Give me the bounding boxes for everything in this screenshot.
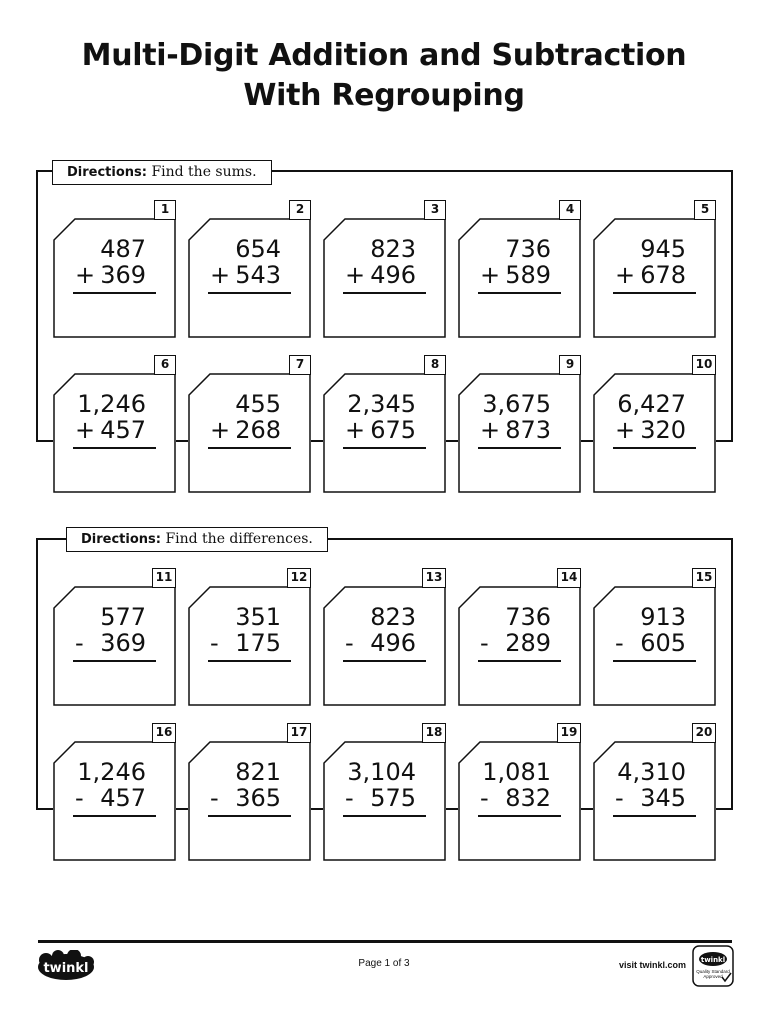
operator-sign: + bbox=[480, 261, 501, 289]
directions-text: Find the differences. bbox=[165, 531, 313, 547]
top-number: 1,081 bbox=[482, 758, 551, 786]
top-number: 945 bbox=[640, 235, 686, 263]
problem-card bbox=[53, 570, 176, 706]
answer-line bbox=[478, 292, 561, 294]
question-number: 5 bbox=[694, 200, 716, 220]
top-number: 3,675 bbox=[482, 390, 551, 418]
top-number: 455 bbox=[235, 390, 281, 418]
bottom-number: 289 bbox=[505, 629, 551, 657]
operator-sign: - bbox=[345, 629, 354, 657]
question-number: 18 bbox=[422, 723, 446, 743]
directions-text: Find the sums. bbox=[151, 164, 257, 180]
operator-sign: - bbox=[75, 784, 84, 812]
question-number: 2 bbox=[289, 200, 311, 220]
visit-link[interactable]: visit twinkl.com bbox=[618, 960, 686, 970]
top-number: 823 bbox=[370, 603, 416, 631]
answer-line bbox=[208, 815, 291, 817]
problem-card bbox=[458, 357, 581, 493]
bottom-number: 320 bbox=[640, 416, 686, 444]
question-number: 14 bbox=[557, 568, 581, 588]
problem-card bbox=[323, 357, 446, 493]
question-number: 9 bbox=[559, 355, 581, 375]
answer-line bbox=[343, 660, 426, 662]
problem-card bbox=[593, 357, 716, 493]
bottom-number: 457 bbox=[100, 784, 146, 812]
question-number: 15 bbox=[692, 568, 716, 588]
answer-line bbox=[73, 815, 156, 817]
bottom-number: 678 bbox=[640, 261, 686, 289]
answer-line bbox=[478, 447, 561, 449]
answer-line bbox=[208, 660, 291, 662]
operator-sign: - bbox=[480, 784, 489, 812]
question-number: 19 bbox=[557, 723, 581, 743]
operator-sign: + bbox=[615, 416, 636, 444]
problem-card bbox=[323, 202, 446, 338]
directions-label: Directions: bbox=[81, 532, 161, 547]
bottom-number: 543 bbox=[235, 261, 281, 289]
badge-text: Quality Standard Approved bbox=[696, 969, 730, 979]
title-line-1: Multi-Digit Addition and Subtraction bbox=[81, 38, 687, 73]
top-number: 351 bbox=[235, 603, 281, 631]
problem-card bbox=[593, 570, 716, 706]
question-number: 11 bbox=[152, 568, 176, 588]
question-number: 1 bbox=[154, 200, 176, 220]
answer-line bbox=[73, 660, 156, 662]
top-number: 736 bbox=[505, 603, 551, 631]
bottom-number: 575 bbox=[370, 784, 416, 812]
answer-line bbox=[73, 447, 156, 449]
bottom-number: 369 bbox=[100, 261, 146, 289]
badge-logo-text: twinkl bbox=[700, 956, 726, 964]
top-number: 3,104 bbox=[347, 758, 416, 786]
top-number: 577 bbox=[100, 603, 146, 631]
problem-card bbox=[188, 725, 311, 861]
top-number: 654 bbox=[235, 235, 281, 263]
bottom-number: 873 bbox=[505, 416, 551, 444]
top-number: 4,310 bbox=[617, 758, 686, 786]
question-number: 13 bbox=[422, 568, 446, 588]
operator-sign: + bbox=[345, 261, 366, 289]
answer-line bbox=[343, 447, 426, 449]
answer-line bbox=[613, 815, 696, 817]
problem-card bbox=[188, 570, 311, 706]
top-number: 1,246 bbox=[77, 758, 146, 786]
page-title bbox=[0, 36, 768, 116]
question-number: 17 bbox=[287, 723, 311, 743]
problem-card bbox=[593, 202, 716, 338]
operator-sign: - bbox=[210, 784, 219, 812]
question-number: 12 bbox=[287, 568, 311, 588]
operator-sign: - bbox=[75, 629, 84, 657]
bottom-number: 832 bbox=[505, 784, 551, 812]
question-number: 7 bbox=[289, 355, 311, 375]
bottom-number: 369 bbox=[100, 629, 146, 657]
answer-line bbox=[208, 447, 291, 449]
answer-line bbox=[343, 815, 426, 817]
operator-sign: + bbox=[480, 416, 501, 444]
question-number: 4 bbox=[559, 200, 581, 220]
bottom-number: 675 bbox=[370, 416, 416, 444]
quality-badge-icon bbox=[692, 945, 734, 987]
problem-card bbox=[53, 202, 176, 338]
answer-line bbox=[613, 292, 696, 294]
bottom-number: 605 bbox=[640, 629, 686, 657]
sums-directions bbox=[52, 160, 272, 185]
question-number: 8 bbox=[424, 355, 446, 375]
answer-line bbox=[343, 292, 426, 294]
answer-line bbox=[73, 292, 156, 294]
problem-card bbox=[188, 357, 311, 493]
problem-card bbox=[188, 202, 311, 338]
answer-line bbox=[613, 660, 696, 662]
operator-sign: - bbox=[615, 629, 624, 657]
question-number: 6 bbox=[154, 355, 176, 375]
top-number: 6,427 bbox=[617, 390, 686, 418]
problem-card bbox=[53, 357, 176, 493]
logo-text: twinkl bbox=[43, 961, 89, 976]
top-number: 821 bbox=[235, 758, 281, 786]
bottom-number: 268 bbox=[235, 416, 281, 444]
top-number: 823 bbox=[370, 235, 416, 263]
bottom-number: 496 bbox=[370, 261, 416, 289]
differences-directions bbox=[66, 527, 328, 552]
problem-card bbox=[53, 725, 176, 861]
directions-label: Directions: bbox=[67, 165, 147, 180]
top-number: 2,345 bbox=[347, 390, 416, 418]
problem-card bbox=[458, 570, 581, 706]
question-number: 10 bbox=[692, 355, 716, 375]
operator-sign: + bbox=[210, 416, 231, 444]
operator-sign: - bbox=[615, 784, 624, 812]
bottom-number: 365 bbox=[235, 784, 281, 812]
question-number: 3 bbox=[424, 200, 446, 220]
top-number: 1,246 bbox=[77, 390, 146, 418]
problem-card bbox=[458, 202, 581, 338]
answer-line bbox=[613, 447, 696, 449]
bottom-number: 345 bbox=[640, 784, 686, 812]
bottom-number: 457 bbox=[100, 416, 146, 444]
top-number: 913 bbox=[640, 603, 686, 631]
operator-sign: - bbox=[345, 784, 354, 812]
bottom-number: 496 bbox=[370, 629, 416, 657]
operator-sign: + bbox=[345, 416, 366, 444]
top-number: 736 bbox=[505, 235, 551, 263]
answer-line bbox=[208, 292, 291, 294]
page-number: Page 1 of 3 bbox=[358, 958, 410, 969]
top-number: 487 bbox=[100, 235, 146, 263]
problem-card bbox=[593, 725, 716, 861]
question-number: 20 bbox=[692, 723, 716, 743]
title-line-2: With Regrouping bbox=[243, 78, 525, 113]
answer-line bbox=[478, 815, 561, 817]
problem-card bbox=[323, 725, 446, 861]
operator-sign: + bbox=[75, 416, 96, 444]
operator-sign: + bbox=[615, 261, 636, 289]
operator-sign: - bbox=[480, 629, 489, 657]
operator-sign: - bbox=[210, 629, 219, 657]
bottom-number: 175 bbox=[235, 629, 281, 657]
question-number: 16 bbox=[152, 723, 176, 743]
problem-card bbox=[323, 570, 446, 706]
problem-card bbox=[458, 725, 581, 861]
operator-sign: + bbox=[75, 261, 96, 289]
bottom-number: 589 bbox=[505, 261, 551, 289]
footer-divider bbox=[38, 940, 732, 943]
answer-line bbox=[478, 660, 561, 662]
operator-sign: + bbox=[210, 261, 231, 289]
